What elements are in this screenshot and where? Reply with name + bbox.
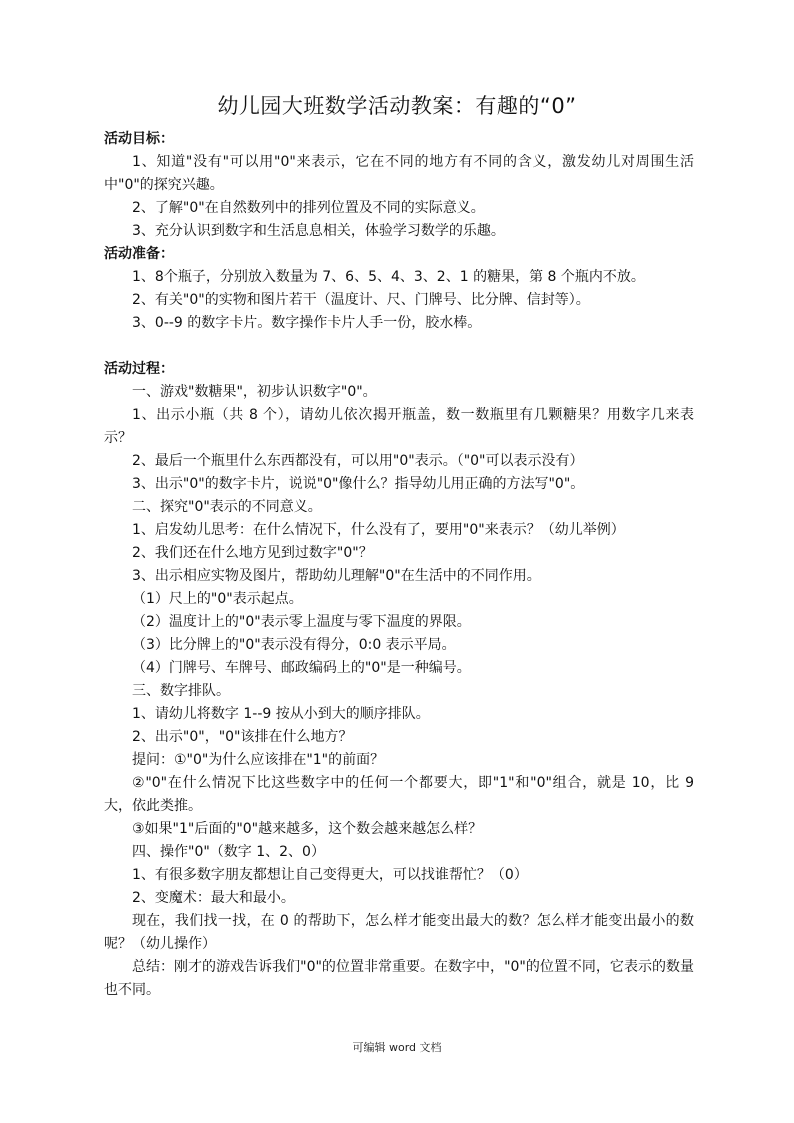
blank-line xyxy=(104,335,694,358)
paragraph: 3、出示"0"的数字卡片，说说"0"像什么？指导幼儿用正确的方法写"0"。 xyxy=(132,476,585,492)
paragraph: 1、知道"没有"可以用"0"来表示，它在不同的地方有不同的含义，激发幼儿对周围生活中"0"的探究兴趣。 xyxy=(104,154,694,193)
section-heading-process: 活动过程： xyxy=(104,361,174,377)
paragraph: ③如果"1"后面的"0"越来越多，这个数会越来越怎么样？ xyxy=(132,821,483,837)
paragraph: 2、了解"0"在自然数列中的排列位置及不同的实际意义。 xyxy=(132,200,485,216)
paragraph: 3、0--9 的数字卡片。数字操作卡片人手一份，胶水棒。 xyxy=(132,315,482,331)
paragraph: 提问：①"0"为什么应该排在"1"的前面？ xyxy=(132,752,385,768)
paragraph: 总结：刚才的游戏告诉我们"0"的位置非常重要。在数字中，"0"的位置不同，它表示的数量也不同。 xyxy=(104,959,694,998)
paragraph: 1、启发幼儿思考：在什么情况下，什么没有了，要用"0"来表示？（幼儿举例） xyxy=(132,522,625,538)
paragraph: 2、变魔术：最大和最小。 xyxy=(132,890,295,906)
document-title: 幼儿园大班数学活动教案：有趣的“0” xyxy=(217,94,577,118)
paragraph: 3、充分认识到数字和生活息息相关，体验学习数学的乐趣。 xyxy=(132,223,505,239)
paragraph: 三、数字排队。 xyxy=(132,683,230,699)
paragraph: 一、游戏"数糖果"，初步认识数字"0"。 xyxy=(132,384,377,400)
paragraph: 1、有很多数字朋友都想让自己变得更大，可以找谁帮忙？（0） xyxy=(132,867,528,883)
paragraph: 二、探究"0"表示的不同意义。 xyxy=(132,499,322,515)
paragraph: 1、请幼儿将数字 1--9 按从小到大的顺序排队。 xyxy=(132,706,430,722)
paragraph: （4）门牌号、车牌号、邮政编码上的"0"是一种编号。 xyxy=(132,660,471,676)
paragraph: （1）尺上的"0"表示起点。 xyxy=(132,591,303,607)
section-heading-goals: 活动目标： xyxy=(104,131,174,147)
paragraph: 2、最后一个瓶里什么东西都没有，可以用"0"表示。（"0"可以表示没有） xyxy=(132,453,584,469)
paragraph: 1、8个瓶子，分别放入数量为 7、6、5、4、3、2、1 的糖果，第 8 个瓶内不放。 xyxy=(132,269,645,285)
paragraph: 2、出示"0"，"0"该排在什么地方？ xyxy=(132,729,353,745)
page-footer: 可编辑 word 文档 xyxy=(352,1041,442,1054)
paragraph: ②"0"在什么情况下比这些数字中的任何一个都要大，即"1"和"0"组合，就是 10，比 9 大，依此类推。 xyxy=(104,775,694,814)
paragraph: 现在，我们找一找，在 0 的帮助下，怎么样才能变出最大的数？怎么样才能变出最小的数呢？（幼儿操作） xyxy=(104,913,694,952)
paragraph: 3、出示相应实物及图片，帮助幼儿理解"0"在生活中的不同作用。 xyxy=(132,568,541,584)
section-heading-preparation: 活动准备： xyxy=(104,246,174,262)
paragraph: 2、有关"0"的实物和图片若干（温度计、尺、门牌号、比分牌、信封等）。 xyxy=(132,292,590,308)
paragraph: 四、操作"0"（数字 1、2、0） xyxy=(132,844,325,860)
paragraph: 2、我们还在什么地方见到过数字"0"？ xyxy=(132,545,373,561)
paragraph: （2）温度计上的"0"表示零上温度与零下温度的界限。 xyxy=(132,614,471,630)
paragraph: 1、出示小瓶（共 8 个），请幼儿依次揭开瓶盖，数一数瓶里有几颗糖果？用数字几来表示？ xyxy=(104,407,694,446)
paragraph: （3）比分牌上的"0"表示没有得分，0:0 表示平局。 xyxy=(132,637,456,653)
document-body xyxy=(104,128,694,1002)
